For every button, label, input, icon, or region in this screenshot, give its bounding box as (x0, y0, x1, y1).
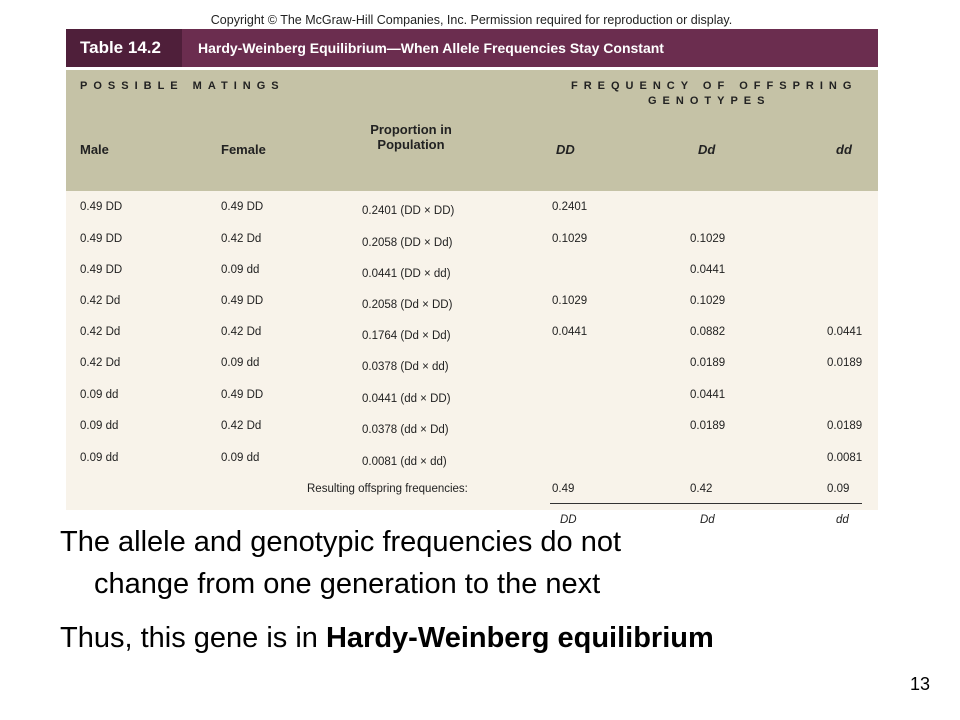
cell-proportion: 0.0441 (dd × DD) (362, 393, 451, 405)
copyright-notice: Copyright © The McGraw-Hill Companies, Inc. Permission required for reproduction or display. (210, 13, 733, 27)
cell-Dd: 0.0189 (690, 420, 726, 432)
column-header-female: Female (221, 142, 266, 157)
table-row (66, 420, 878, 452)
bullet-line-2: change from one generation to the next (94, 568, 601, 600)
result-DD: 0.49 (552, 483, 575, 495)
cell-male: 0.09 dd (80, 452, 119, 464)
cell-male: 0.42 Dd (80, 357, 121, 369)
table-row (66, 295, 878, 327)
table-row (66, 326, 878, 358)
table-title-bar (66, 29, 878, 67)
cell-DD: 0.0441 (552, 326, 588, 338)
cell-Dd: 0.1029 (690, 295, 726, 307)
cell-proportion: 0.2058 (DD × Dd) (362, 237, 453, 249)
cell-proportion: 0.2058 (Dd × DD) (362, 299, 453, 311)
table-row (66, 452, 878, 484)
cell-proportion: 0.0378 (Dd × dd) (362, 361, 449, 373)
table-body (66, 191, 878, 526)
group-label-frequency-line1: FREQUENCY OF OFFSPRING (571, 80, 858, 92)
result-divider (550, 503, 862, 504)
column-header-proportion-line1: Proportion in (370, 122, 452, 137)
column-header-Dd: Dd (698, 142, 716, 157)
cell-male: 0.09 dd (80, 420, 119, 432)
table-row (66, 264, 878, 296)
cell-female: 0.09 dd (221, 357, 260, 369)
table-title: Hardy-Weinberg Equilibrium—When Allele Frequencies Stay Constant (198, 40, 664, 56)
cell-Dd: 0.0189 (690, 357, 726, 369)
cell-female: 0.09 dd (221, 264, 260, 276)
footer-Dd: Dd (700, 514, 715, 526)
hardy-weinberg-table (66, 29, 878, 526)
result-dd: 0.09 (827, 483, 850, 495)
table-row (66, 357, 878, 389)
cell-male: 0.42 Dd (80, 326, 121, 338)
cell-Dd: 0.0441 (690, 389, 726, 401)
cell-female: 0.42 Dd (221, 326, 262, 338)
cell-female: 0.49 DD (221, 295, 264, 307)
cell-DD: 0.1029 (552, 233, 588, 245)
cell-male: 0.49 DD (80, 233, 123, 245)
cell-proportion: 0.0378 (dd × Dd) (362, 424, 449, 436)
result-Dd: 0.42 (690, 483, 713, 495)
bullet-line-3-prefix: Thus, this gene is in (60, 622, 326, 654)
cell-female: 0.49 DD (221, 201, 264, 213)
column-header-proportion (356, 122, 466, 152)
result-label: Resulting offspring frequencies: (307, 483, 468, 495)
slide-number: 13 (909, 674, 930, 694)
cell-male: 0.49 DD (80, 201, 123, 213)
cell-Dd: 0.0441 (690, 264, 726, 276)
cell-Dd: 0.1029 (690, 233, 726, 245)
cell-DD: 0.2401 (552, 201, 588, 213)
table-number: Table 14.2 (66, 29, 182, 67)
cell-female: 0.49 DD (221, 389, 264, 401)
group-label-possible-matings: POSSIBLE MATINGS (80, 80, 285, 92)
cell-proportion: 0.2401 (DD × DD) (362, 205, 455, 217)
cell-dd: 0.0189 (827, 357, 863, 369)
cell-DD: 0.1029 (552, 295, 588, 307)
bullet-line-3-bold: Hardy-Weinberg equilibrium (325, 622, 714, 654)
footer-DD: DD (560, 514, 577, 526)
bullet-line-3 (60, 620, 714, 656)
column-header-dd: dd (836, 142, 852, 157)
cell-Dd: 0.0882 (690, 326, 726, 338)
column-header-male: Male (80, 142, 109, 157)
cell-female: 0.42 Dd (221, 420, 262, 432)
footer-dd: dd (836, 514, 849, 526)
cell-male: 0.49 DD (80, 264, 123, 276)
table-header (66, 70, 878, 191)
cell-proportion: 0.0441 (DD × dd) (362, 268, 451, 280)
cell-proportion: 0.0081 (dd × dd) (362, 456, 447, 468)
table-row (66, 233, 878, 265)
table-row (66, 389, 878, 421)
cell-male: 0.42 Dd (80, 295, 121, 307)
cell-dd: 0.0441 (827, 326, 863, 338)
column-header-DD: DD (556, 142, 575, 157)
table-row (66, 201, 878, 233)
column-header-proportion-line2: Population (377, 137, 445, 152)
cell-dd: 0.0189 (827, 420, 863, 432)
cell-proportion: 0.1764 (Dd × Dd) (362, 330, 451, 342)
cell-male: 0.09 dd (80, 389, 119, 401)
cell-female: 0.09 dd (221, 452, 260, 464)
cell-female: 0.42 Dd (221, 233, 262, 245)
group-label-frequency-line2: GENOTYPES (648, 95, 771, 107)
bullet-line-1: The allele and genotypic frequencies do not (60, 526, 622, 558)
cell-dd: 0.0081 (827, 452, 863, 464)
